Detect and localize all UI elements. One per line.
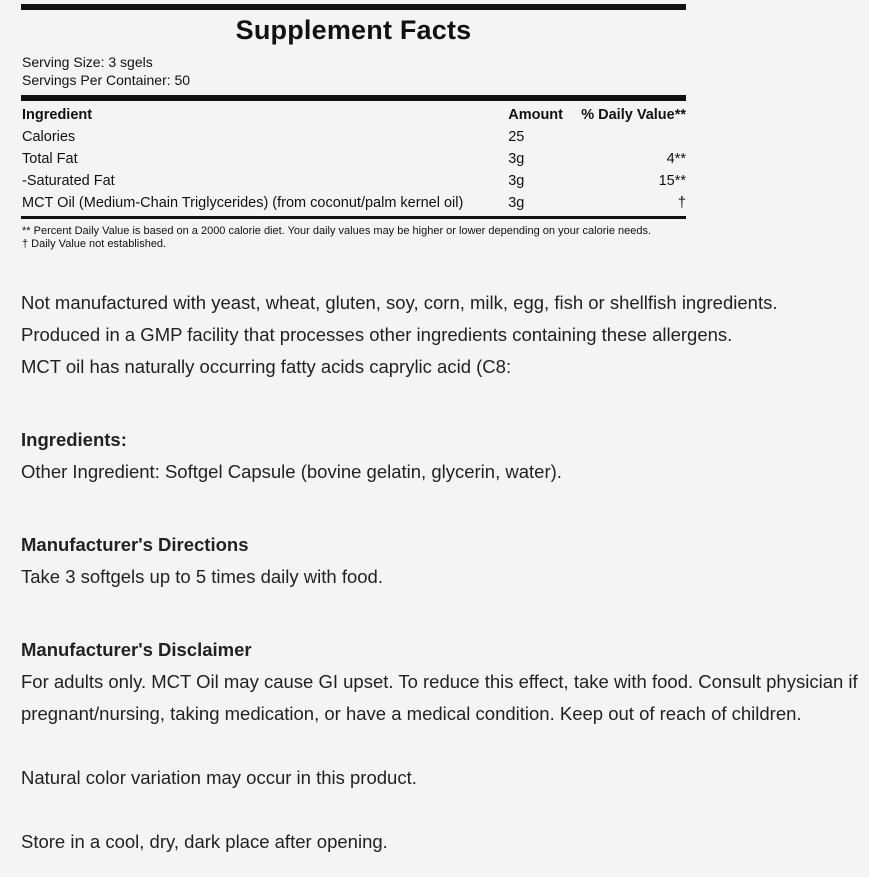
color-variation-note: Natural color variation may occur in this product. xyxy=(21,767,417,788)
table-header-row xyxy=(21,104,686,126)
facts-title: Supplement Facts xyxy=(235,15,472,45)
allergen-statement: Not manufactured with yeast, wheat, gluten, soy, corn, milk, egg, fish or shellfish ingredients. Produced in a GMP facility that processes other ingredients containing these allergens. xyxy=(21,292,778,345)
footnotes xyxy=(21,225,686,251)
row-amount: 3g xyxy=(508,151,525,167)
directions-text: Take 3 softgels up to 5 times daily with food. xyxy=(21,566,383,587)
row-daily-value: 15** xyxy=(658,173,686,189)
serving-size: Serving Size: 3 sgels xyxy=(22,54,153,70)
product-details xyxy=(21,287,861,858)
table-row xyxy=(21,170,686,192)
ingredients-text: Other Ingredient: Softgel Capsule (bovine gelatin, glycerin, water). xyxy=(21,461,562,482)
top-rule xyxy=(21,4,686,10)
table-row xyxy=(21,126,686,148)
facts-table xyxy=(21,104,686,214)
disclaimer-heading: Manufacturer's Disclaimer xyxy=(21,639,252,660)
mct-statement: MCT oil has naturally occurring fatty acids caprylic acid (C8: xyxy=(21,356,512,377)
servings-per-container: Servings Per Container: 50 xyxy=(22,72,191,88)
supplement-facts-panel xyxy=(21,4,686,251)
row-daily-value: 4** xyxy=(666,151,686,167)
header-amount: Amount xyxy=(508,107,563,123)
footnote-not-established: † Daily Value not established. xyxy=(22,238,167,250)
thick-rule xyxy=(21,95,686,101)
row-ingredient: Total Fat xyxy=(22,151,78,167)
row-amount: 3g xyxy=(508,173,525,189)
row-daily-value xyxy=(580,126,686,148)
table-row xyxy=(21,192,686,214)
row-daily-value: † xyxy=(677,195,686,211)
row-amount: 25 xyxy=(508,129,525,145)
header-ingredient: Ingredient xyxy=(22,107,93,123)
footnote-daily-value: ** Percent Daily Value is based on a 2000 calorie diet. Your daily values may be higher or lower depending on your calorie needs. xyxy=(22,225,652,237)
disclaimer-text: For adults only. MCT Oil may cause GI upset. To reduce this effect, take with food. Consult physician if pregnant/nursing, taking medication, or have a medical condition. Keep out of reach of children. xyxy=(21,671,858,724)
row-ingredient: -Saturated Fat xyxy=(22,173,115,189)
bottom-rule xyxy=(21,216,686,219)
row-amount: 3g xyxy=(508,195,525,211)
serving-info xyxy=(21,53,686,89)
row-ingredient: MCT Oil (Medium-Chain Triglycerides) (from coconut/palm kernel oil) xyxy=(22,195,464,211)
row-ingredient: Calories xyxy=(22,129,76,145)
ingredients-heading: Ingredients: xyxy=(21,429,127,450)
directions-heading: Manufacturer's Directions xyxy=(21,534,249,555)
header-daily-value: % Daily Value** xyxy=(581,107,686,123)
storage-note: Store in a cool, dry, dark place after opening. xyxy=(21,831,388,852)
table-row xyxy=(21,148,686,170)
